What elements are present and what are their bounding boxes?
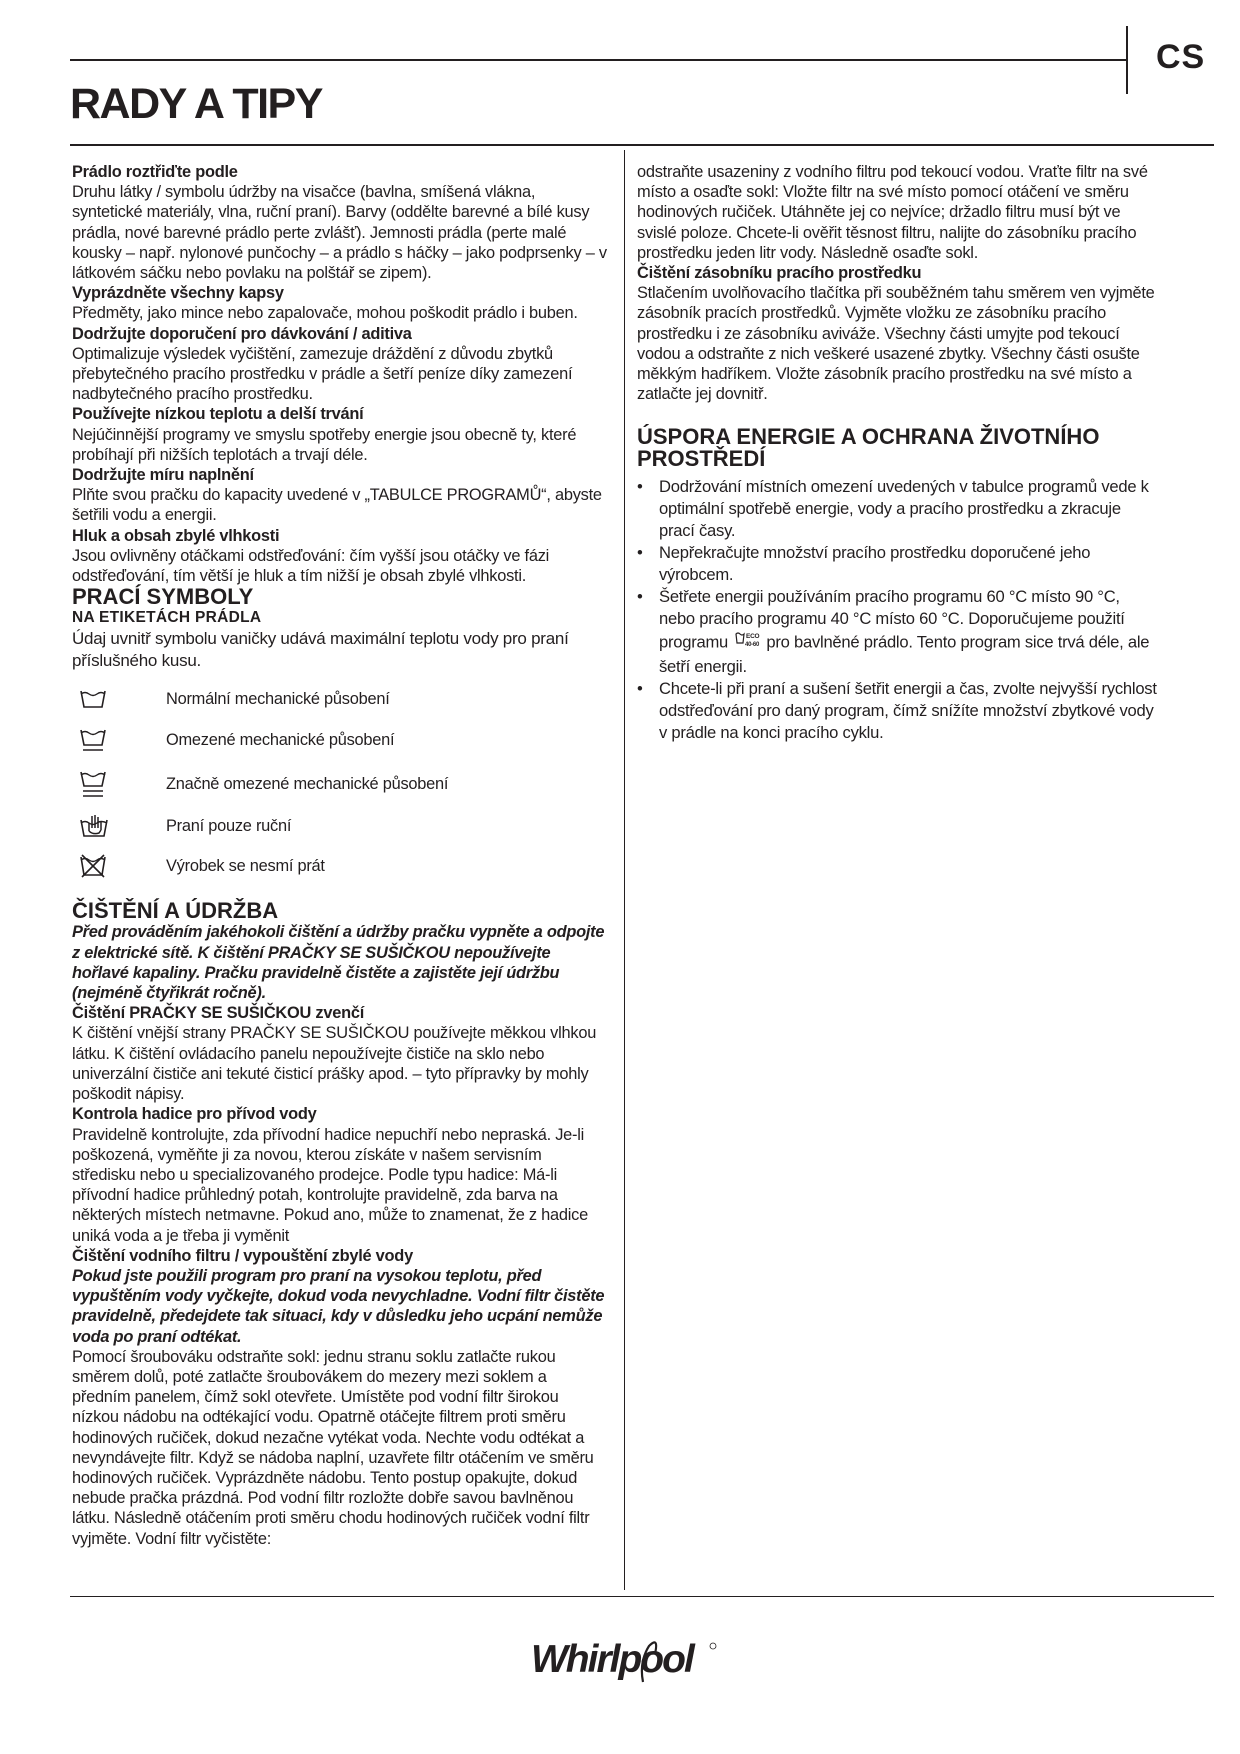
footer-rule bbox=[70, 1596, 1214, 1597]
tip-sort-laundry bbox=[72, 162, 608, 283]
filter-cleaning-continued: odstraňte usazeniny z vodního filtru pod tekoucí vodou. Vraťte filtr na své místo a osaďte sokl: Vložte filtr na své místo pomocí otáčení ve směru hodinových ručiček. Utáhněte jej co nejvíce; držadlo filtru musí být ve svislé poloze. Chcete-li ověřit těsnost filtru, nalijte do zásobníku pracího prostředku jeden litr vody. Následně osaďte sokl. bbox=[637, 163, 1148, 262]
washing-symbols-heading: PRACÍ SYMBOLY bbox=[72, 584, 254, 610]
column-divider bbox=[624, 150, 625, 1590]
do-not-wash-icon bbox=[72, 851, 166, 881]
tip-heading: Dodržujte míru naplnění bbox=[72, 466, 254, 485]
tip-heading: Hluk a obsah zbylé vlhkosti bbox=[72, 526, 280, 545]
eco-icon-text: ECO bbox=[746, 633, 760, 641]
tip-text: Nejúčinnější programy ve smyslu spotřeby energie jsou obecně ty, které probíhají při nižších teplotách a trvají déle. bbox=[72, 425, 577, 464]
list-item: • Nepřekračujte množství pracího prostředku doporučené jeho výrobcem. bbox=[637, 542, 1157, 586]
tip-text: Optimalizuje výsledek vyčištění, zamezuje dráždění z důvodu zbytků přebytečného pracího prostředku v prádle a šetří peníze díky zamezení nadbytečného pracího prostředku. bbox=[72, 344, 573, 404]
washtub-gentle-icon bbox=[72, 725, 166, 755]
filter-cleaning-heading: Čištění vodního filtru / vypouštění zbylé vody bbox=[72, 1246, 413, 1265]
washtub-very-gentle-icon bbox=[72, 769, 166, 799]
tip-noise-moisture bbox=[72, 526, 608, 587]
right-column bbox=[637, 162, 1157, 744]
tip-text: Druhu látky / symbolu údržby na visačce (bavlna, smíšená vlákna, syntetické materiály, vlna, ruční praní). Barvy (oddělte barevné a bílé kusy prádla, nové barevné prádlo perte zvlášť). Jemnosti prádla (perte malé kousky – např. nylonové punčochy – a prádlo s háčky – jako podprsenky – v látkovém sáčku nebo povlaku na polštář se zipem). bbox=[72, 183, 607, 283]
title-rule bbox=[70, 144, 1214, 146]
list-item: • Dodržování místních omezení uvedených v tabulce programů vede k optimální spotřebě energie, vody a pracího prostředku a zkracuje prací časy. bbox=[637, 476, 1157, 542]
left-column bbox=[72, 162, 608, 1549]
page-title: RADY A TIPY bbox=[70, 80, 322, 128]
list-item: • Chcete-li při praní a sušení šetřit energii a čas, zvolte nejvyšší rychlost odstřeďování pro daný program, čímž snížíte množství zbytkové vody v prádle na konci pracího cyklu. bbox=[637, 678, 1157, 744]
hose-check-heading: Kontrola hadice pro přívod vody bbox=[72, 1105, 317, 1124]
symbol-row bbox=[72, 718, 608, 762]
filter-cleaning-text: Pomocí šroubováku odstraňte sokl: jednu stranu soklu zatlačte rukou směrem dolů, poté zatlačte šroubovákem do mezery mezi soklem a předním panelem, čímž sokl otevřete. Umístěte pod vodní filtr širokou nízkou nádobu na odtékající vodu. Opatrně otáčejte filtrem proti směru hodinových ručiček, dokud nezačne vytékat voda. Nechte vodu odtékat a nevyndávejte filtr. Když se nádoba naplní, uzavřete filtr otáčením ve směru hodinových ručiček. Vyprázdněte nádobu. Tento postup opakujte, dokud nebude pračka prázdná. Pod vodní filtr rozložte dobře savou bavlněnou látku. Následně otáčením proti směru chodu hodinových ručiček vodní filtr vyjměte. Vodní filtr vyčistěte: bbox=[72, 1347, 594, 1548]
symbol-row bbox=[72, 846, 608, 886]
filter-cleaning-warning: Pokud jste použili program pro praní na vysokou teplotu, před vypuštěním vody vyčkejte, dokud voda nevychladne. Vodní filtr čistěte pravidelně, předejdete tak situaci, kdy v důsledku jeho ucpání nemůže voda po praní odtékat. bbox=[72, 1266, 605, 1346]
energy-saving-list bbox=[637, 476, 1157, 744]
hand-wash-icon bbox=[72, 811, 166, 841]
symbol-label: Praní pouze ruční bbox=[166, 817, 292, 836]
list-item bbox=[637, 586, 1157, 678]
language-code: CS bbox=[1156, 38, 1206, 76]
tip-heading: Prádlo roztřiďte podle bbox=[72, 163, 238, 181]
symbol-row bbox=[72, 680, 608, 718]
exterior-cleaning-heading: Čištění PRAČKY SE SUŠIČKOU zvenčí bbox=[72, 1004, 365, 1023]
tip-load-capacity bbox=[72, 465, 608, 526]
symbol-label: Výrobek se nesmí prát bbox=[166, 857, 325, 876]
tip-text: Předměty, jako mince nebo zapalovače, mohou poškodit prádlo i buben. bbox=[72, 304, 578, 323]
dispenser-cleaning-text: Stlačením uvolňovacího tlačítka při souběžném tahu směrem ven vyjměte zásobník pracích prostředků. Vyjměte vložku ze zásobníku pracího prostředku i ze zásobníku aviváže. Všechny části umyjte pod tekoucí vodou a odstraňte z nich veškeré usazené zbytky. Všechny části osušte měkkým hadříkem. Vložte zásobník pracího prostředku na své místo a zatlačte jej dovnitř. bbox=[637, 284, 1155, 404]
cleaning-intro: Před prováděním jakéhokoli čištění a údržby pračku vypněte a odpojte z elektrické sítě. K čištění PRAČKY SE SUŠIČKOU nepoužívejte hořlavé kapaliny. Pračku pravidelně čistěte a zajistěte její údržbu (nejméně čtyřikrát ročně). bbox=[72, 923, 605, 1003]
tip-text: Plňte svou pračku do kapacity uvedené v „TABULCE PROGRAMŮ“, abyste šetřili vodu a energii. bbox=[72, 486, 602, 525]
tip-heading: Dodržujte doporučení pro dávkování / aditiva bbox=[72, 324, 412, 343]
logo-wordmark: Whirlpool bbox=[531, 1638, 693, 1681]
hose-check-text: Pravidelně kontrolujte, zda přívodní hadice nepuchří nebo nepraská. Je-li poškozená, vyměňte ji za novou, kterou získáte v našem servisním středisku nebo u specializovaného prodejce. Podle typu hadice: Má-li přívodní hadice průhledný potah, kontrolujte pravidelně, zda barva na některých místech netmavne. Pokud ano, může to znamenat, že z hadice uniká voda a je třeba ji vyměnit bbox=[72, 1125, 588, 1245]
washing-symbols-subheading: NA ETIKETÁCH PRÁDLA bbox=[72, 609, 262, 627]
washing-symbols-intro: Údaj uvnitř symbolu vaničky udává maximální teplotu vody pro praní příslušného kusu. bbox=[72, 629, 569, 671]
tip-low-temperature bbox=[72, 404, 608, 465]
dispenser-cleaning-heading: Čištění zásobníku pracího prostředku bbox=[637, 264, 922, 283]
whirlpool-logo bbox=[531, 1632, 721, 1692]
cleaning-maintenance-heading: ČIŠTĚNÍ A ÚDRŽBA bbox=[72, 898, 279, 924]
list-item-text: Šetřete energii používáním pracího programu 60 °C místo 90 °C, nebo pracího programu 40 °C místo 60 °C. Doporučujeme použití programu bbox=[659, 587, 1125, 652]
symbol-label: Normální mechanické působení bbox=[166, 690, 390, 709]
symbol-label: Značně omezené mechanické působení bbox=[166, 775, 449, 794]
symbol-row bbox=[72, 762, 608, 806]
tip-empty-pockets bbox=[72, 283, 608, 323]
eco-icon-range: 40-60 bbox=[745, 642, 760, 649]
tip-text: Jsou ovlivněny otáčkami odstřeďování: čím vyšší jsou otáčky ve fázi odstřeďování, tím větší je hluk a tím nižší je obsah zbylé vlhkosti. bbox=[72, 546, 550, 586]
tip-heading: Vyprázdněte všechny kapsy bbox=[72, 284, 284, 303]
eco-40-60-icon bbox=[734, 630, 764, 656]
symbol-label: Omezené mechanické působení bbox=[166, 731, 395, 750]
symbol-list bbox=[72, 680, 608, 886]
header-top-rule bbox=[70, 59, 1128, 61]
list-item-text-after-icon: pro bavlněné prádlo. Tento program sice trvá déle, ale šetří energii. bbox=[659, 632, 1150, 677]
washtub-normal-icon bbox=[72, 684, 166, 714]
exterior-cleaning-text: K čištění vnější strany PRAČKY SE SUŠIČKOU používejte měkkou vlhkou látku. K čištění ovládacího panelu nepoužívejte čističe na sklo nebo univerzální čističe ani tekuté čisticí prášky apod. – tyto přípravky by mohly poškodit nápisy. bbox=[72, 1024, 597, 1104]
tip-heading: Používejte nízkou teplotu a delší trvání bbox=[72, 405, 364, 424]
symbol-row bbox=[72, 806, 608, 846]
tip-dosing bbox=[72, 324, 608, 405]
energy-saving-heading: ÚSPORA ENERGIE A OCHRANA ŽIVOTNÍHO PROSTŘEDÍ bbox=[637, 424, 1100, 472]
